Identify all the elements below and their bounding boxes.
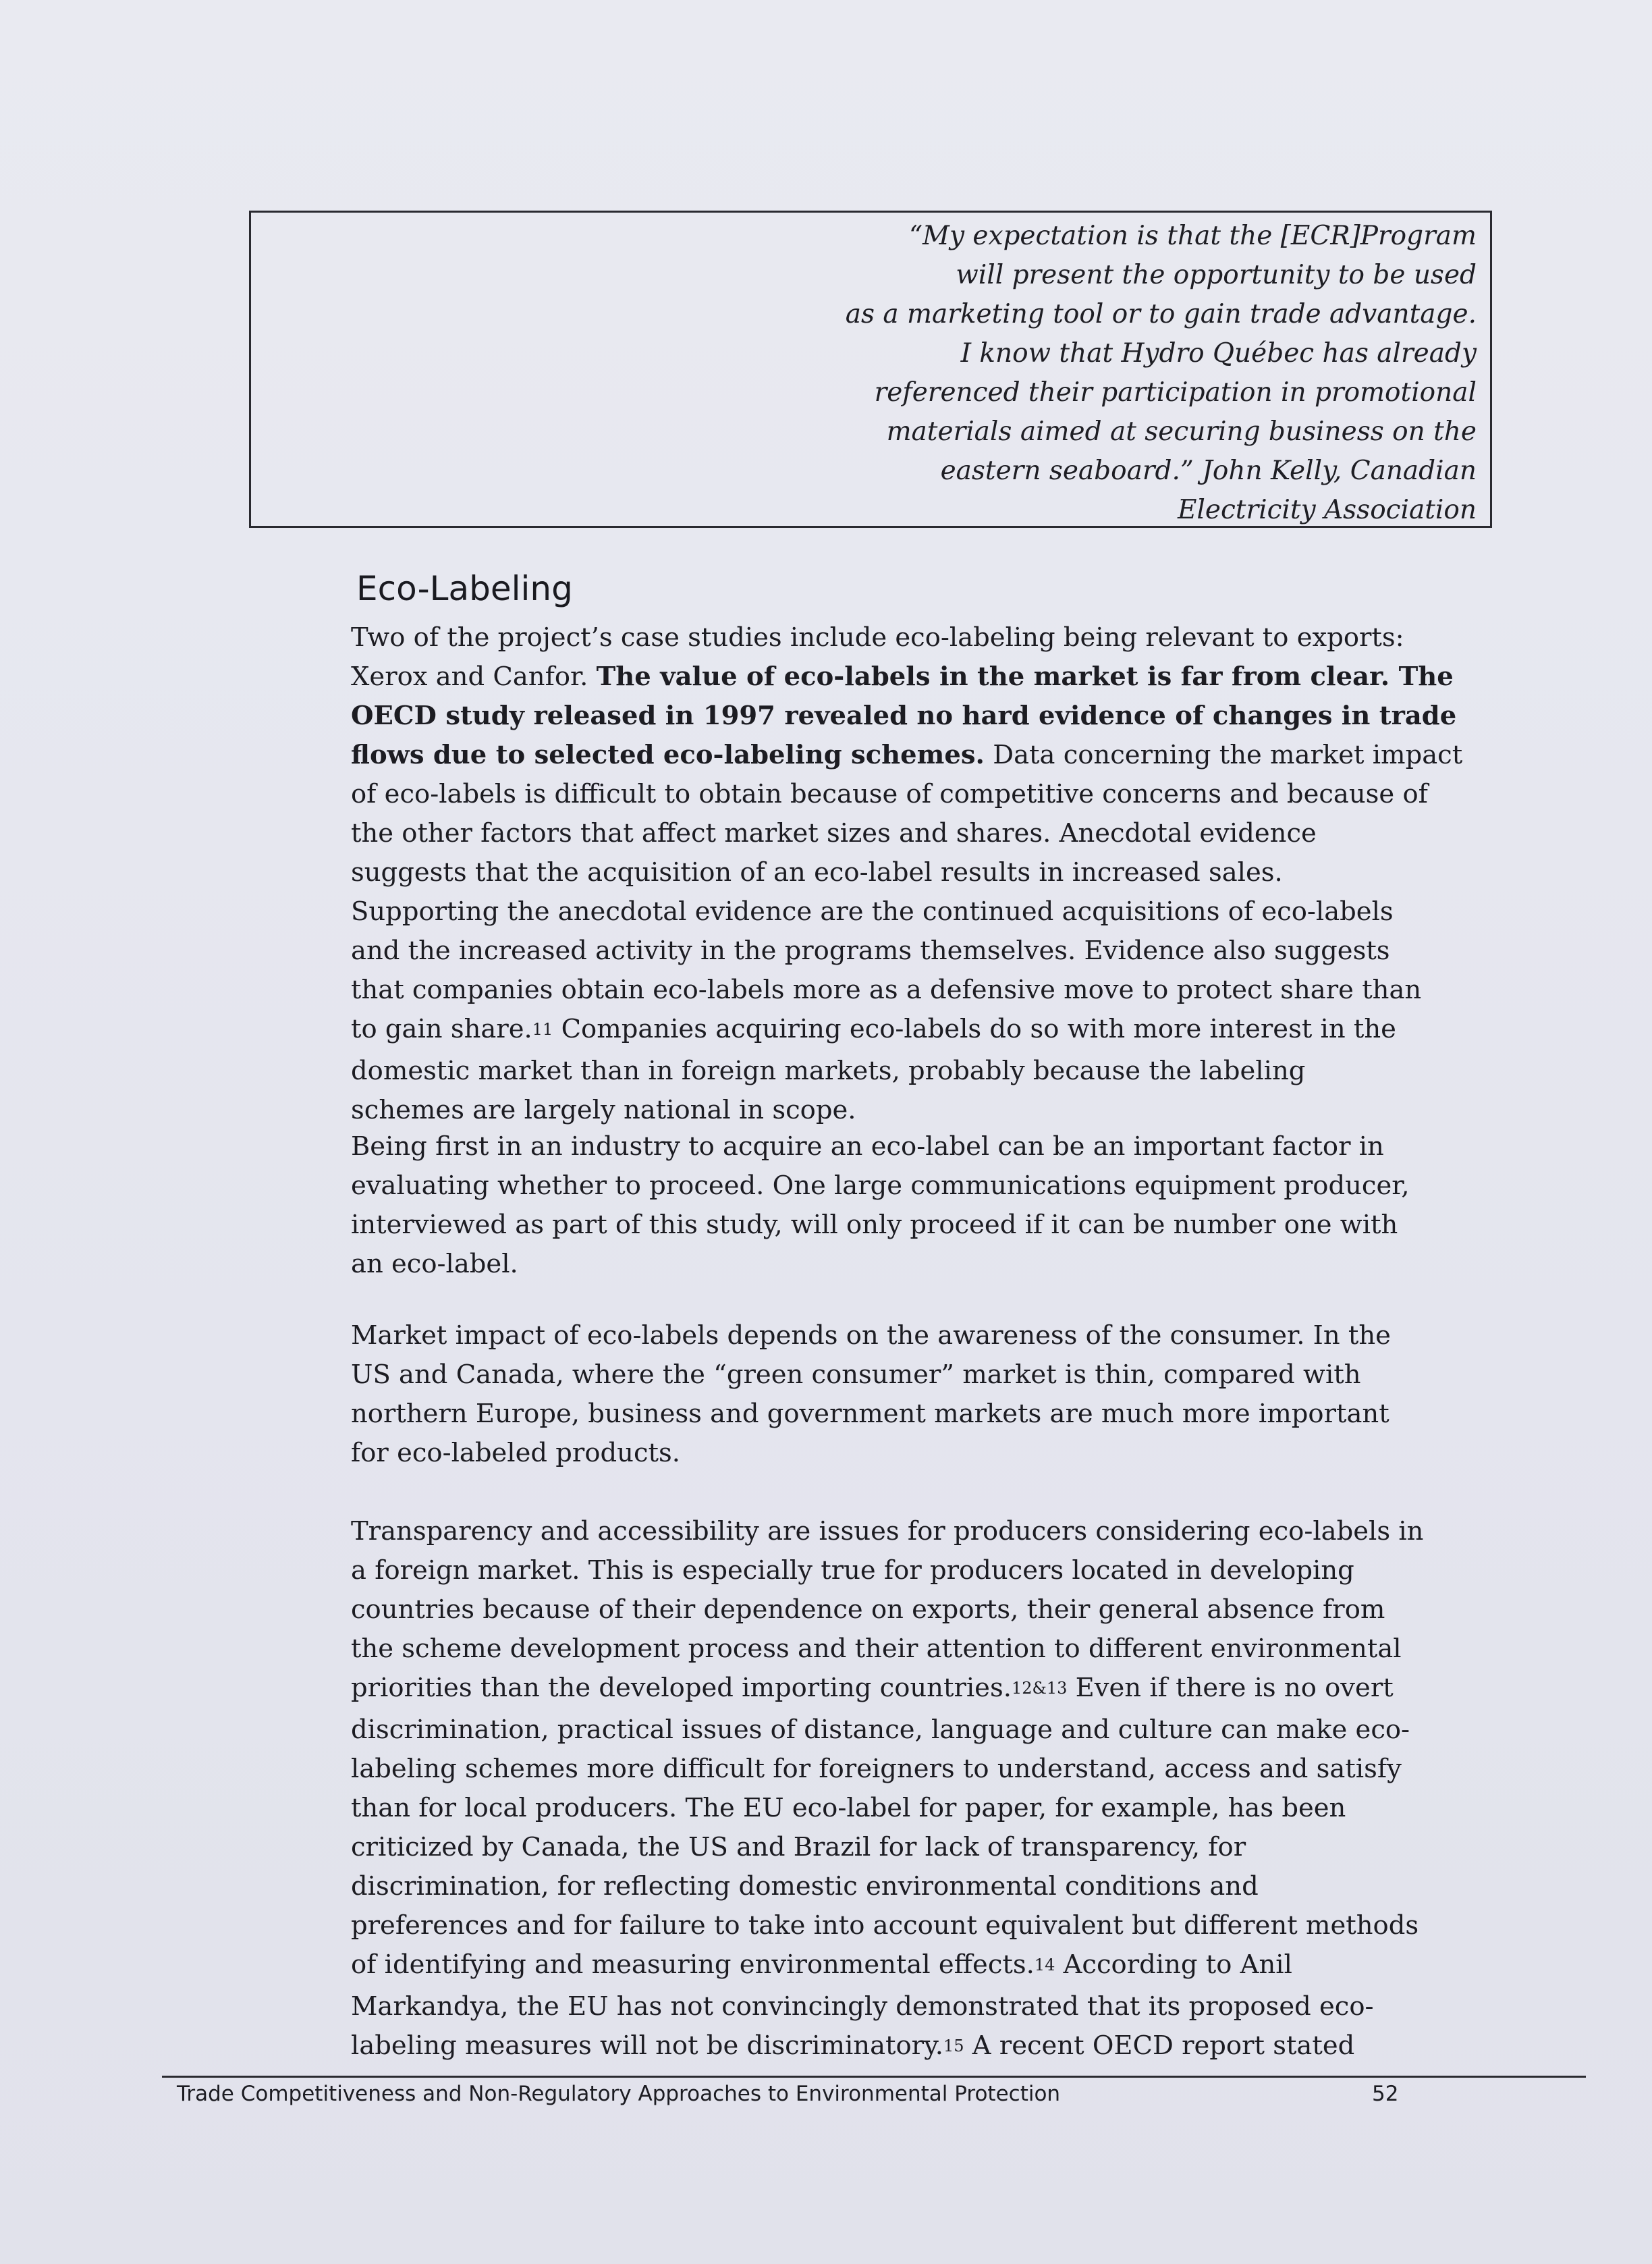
footer-divider [162, 2076, 1586, 2078]
text-line: the scheme development process and their attention to different environmental [351, 1634, 1402, 1664]
footnote-ref: 14 [1034, 1956, 1055, 1974]
text-line: for eco-labeled products. [351, 1438, 680, 1468]
bold-text: flows due to selected eco-labeling schemes. [351, 740, 985, 770]
text-span: A recent OECD report stated [964, 2030, 1355, 2061]
text-line: of eco-labels is difficult to obtain because of competitive concerns and because of [351, 779, 1428, 809]
text-line: US and Canada, where the “green consumer” market is thin, compared with [351, 1359, 1361, 1390]
paragraph-3 [351, 1316, 1478, 1473]
pull-quote [734, 217, 1477, 530]
text-line: Markandya, the EU has not convincingly demonstrated that its proposed eco- [351, 1991, 1374, 2022]
quote-line: will present the opportunity to be used [956, 260, 1477, 290]
text-line: suggests that the acquisition of an eco-label results in increased sales. [351, 857, 1283, 888]
text-line: schemes are largely national in scope. [351, 1095, 856, 1125]
quote-box [249, 211, 1492, 528]
text-line: labeling schemes more difficult for foreigners to understand, access and satisfy [351, 1754, 1402, 1784]
text-line: and the increased activity in the programs themselves. Evidence also suggests [351, 936, 1390, 966]
text-line: the other factors that affect market sizes and shares. Anecdotal evidence [351, 818, 1317, 848]
section-heading: Eco-Labeling [356, 569, 573, 608]
text-span: Even if there is no overt [1067, 1673, 1394, 1703]
text-line [351, 657, 1478, 697]
footnote-ref: 15 [943, 2037, 964, 2055]
page-number: 52 [1372, 2082, 1399, 2106]
text-line: evaluating whether to proceed. One large communications equipment producer, [351, 1170, 1410, 1201]
quote-line: “My expectation is that the [ECR]Program [909, 221, 1477, 251]
text-span: labeling measures will not be discriminatory. [351, 2030, 943, 2061]
text-span: Companies acquiring eco-labels do so with more interest in the [553, 1014, 1396, 1044]
text-line: preferences and for failure to take into account equivalent but different methods [351, 1910, 1419, 1941]
text-line: a foreign market. This is especially true for producers located in developing [351, 1555, 1354, 1586]
text-span: According to Anil [1055, 1949, 1292, 1980]
text-line [351, 736, 1478, 775]
text-line: Two of the project’s case studies include eco-labeling being relevant to exports: [351, 622, 1404, 653]
text-line: northern Europe, business and government markets are much more important [351, 1399, 1389, 1429]
text-span: of identifying and measuring environmental effects. [351, 1949, 1035, 1980]
text-span: to gain share. [351, 1014, 532, 1044]
quote-line: eastern seaboard.” John Kelly, Canadian [940, 456, 1477, 486]
footer-title: Trade Competitiveness and Non-Regulatory Approaches to Environmental Protection [177, 2082, 1061, 2106]
bold-text: OECD study released in 1997 revealed no hard evidence of changes in trade [351, 701, 1457, 731]
text-line: criticized by Canada, the US and Brazil for lack of transparency, for [351, 1832, 1246, 1862]
quote-line: materials aimed at securing business on the [886, 416, 1477, 447]
quote-line: I know that Hydro Québec has already [960, 338, 1477, 369]
text-line: Being first in an industry to acquire an eco-label can be an important factor in [351, 1131, 1384, 1162]
paragraph-2 [351, 1127, 1478, 1284]
footnote-ref: 12&13 [1011, 1679, 1068, 1698]
text-line: interviewed as part of this study, will only proceed if it can be number one with [351, 1210, 1398, 1240]
text-line: that companies obtain eco-labels more as a defensive move to protect share than [351, 975, 1422, 1005]
text-line [351, 1669, 1478, 1710]
paragraph-1 [351, 618, 1478, 1130]
text-line: Supporting the anecdotal evidence are the continued acquisitions of eco-labels [351, 896, 1394, 927]
quote-line: referenced their participation in promotional [874, 377, 1477, 408]
text-line: countries because of their dependence on exports, their general absence from [351, 1594, 1385, 1625]
text-span: Data concerning the market impact [984, 740, 1463, 770]
text-line [351, 1010, 1478, 1052]
text-line: discrimination, practical issues of distance, language and culture can make eco- [351, 1715, 1410, 1745]
text-line: discrimination, for reflecting domestic environmental conditions and [351, 1871, 1259, 1902]
quote-line: as a marketing tool or to gain trade advantage. [845, 299, 1477, 329]
paragraph-4 [351, 1512, 1478, 2068]
text-span: priorities than the developed importing countries. [351, 1673, 1012, 1703]
text-span: Xerox and Canfor. [351, 662, 597, 692]
footnote-ref: 11 [532, 1020, 553, 1039]
text-line [351, 2026, 1478, 2068]
quote-line: Electricity Association [1177, 495, 1477, 525]
text-line: Market impact of eco-labels depends on the awareness of the consumer. In the [351, 1320, 1391, 1351]
text-line [351, 697, 1478, 736]
text-line: than for local producers. The EU eco-label for paper, for example, has been [351, 1793, 1346, 1823]
text-line [351, 1945, 1478, 1987]
bold-text: The value of eco-labels in the market is far from clear. The [596, 662, 1454, 692]
text-line: an eco-label. [351, 1249, 518, 1279]
text-line: domestic market than in foreign markets, probably because the labeling [351, 1056, 1306, 1086]
text-line: Transparency and accessibility are issues for producers considering eco-labels in [351, 1516, 1424, 1546]
